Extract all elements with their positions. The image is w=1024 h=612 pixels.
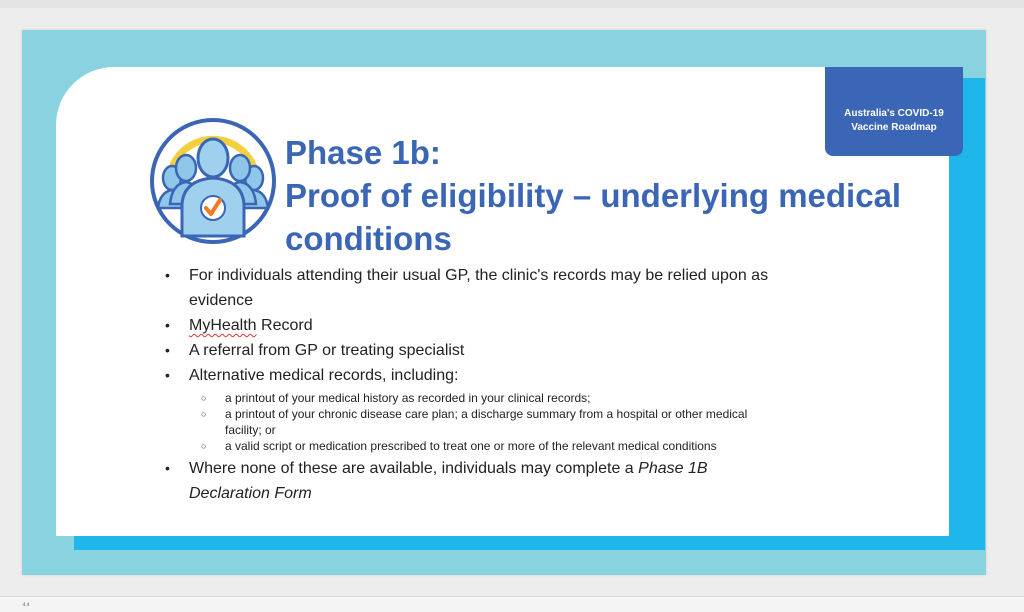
myhealth-word: MyHealth <box>189 317 257 334</box>
title-line-3: conditions <box>285 220 452 257</box>
declaration-form-name: Phase 1B Declaration Form <box>189 460 708 502</box>
slide-card <box>56 67 949 536</box>
bullet-referral-text: A referral from GP or treating specialist <box>189 342 465 359</box>
sub-bullet-history: ○ a printout of your medical history as recorded in your clinical records; <box>189 390 981 406</box>
bullet-declaration-form <box>161 456 981 506</box>
title-line-1: Phase 1b: <box>285 134 441 171</box>
bullet-alternative-records-text: Alternative medical records, including: <box>189 367 459 384</box>
sub-bullet-script: ○ a valid script or medication prescribed to treat one or more of the relevant medical conditions <box>189 438 981 454</box>
record-word: Record <box>256 317 313 334</box>
declaration-lead: Where none of these are available, individuals may complete a <box>189 460 639 477</box>
bullet-declaration-text <box>189 456 789 506</box>
people-group-checkmark-icon <box>148 116 278 246</box>
bullet-alternative-records <box>161 363 981 454</box>
bottom-status-strip <box>0 596 1024 612</box>
bullet-gp-records-text: For individuals attending their usual GP, the clinic's records may be relied upon as evidence <box>189 267 769 309</box>
bullet-gp-records <box>161 263 981 313</box>
sub-bullet-care-plan: ○ a printout of your chronic disease care plan; a discharge summary from a hospital or other medical facility; or <box>189 406 785 438</box>
bullet-referral <box>161 338 981 363</box>
slide <box>22 30 986 575</box>
title-line-2: Proof of eligibility – underlying medical <box>285 177 902 214</box>
slide-title <box>285 131 901 260</box>
badge-line-1: Australia's COVID-19 <box>844 107 944 119</box>
bullet-list <box>161 263 981 506</box>
bottom-mark: ⁴⁴ <box>22 600 30 610</box>
top-toolbar-strip <box>0 0 1024 8</box>
bullet-myhealth <box>161 313 981 338</box>
badge-line-2: Vaccine Roadmap <box>851 121 937 133</box>
sub-bullet-list <box>189 390 981 454</box>
